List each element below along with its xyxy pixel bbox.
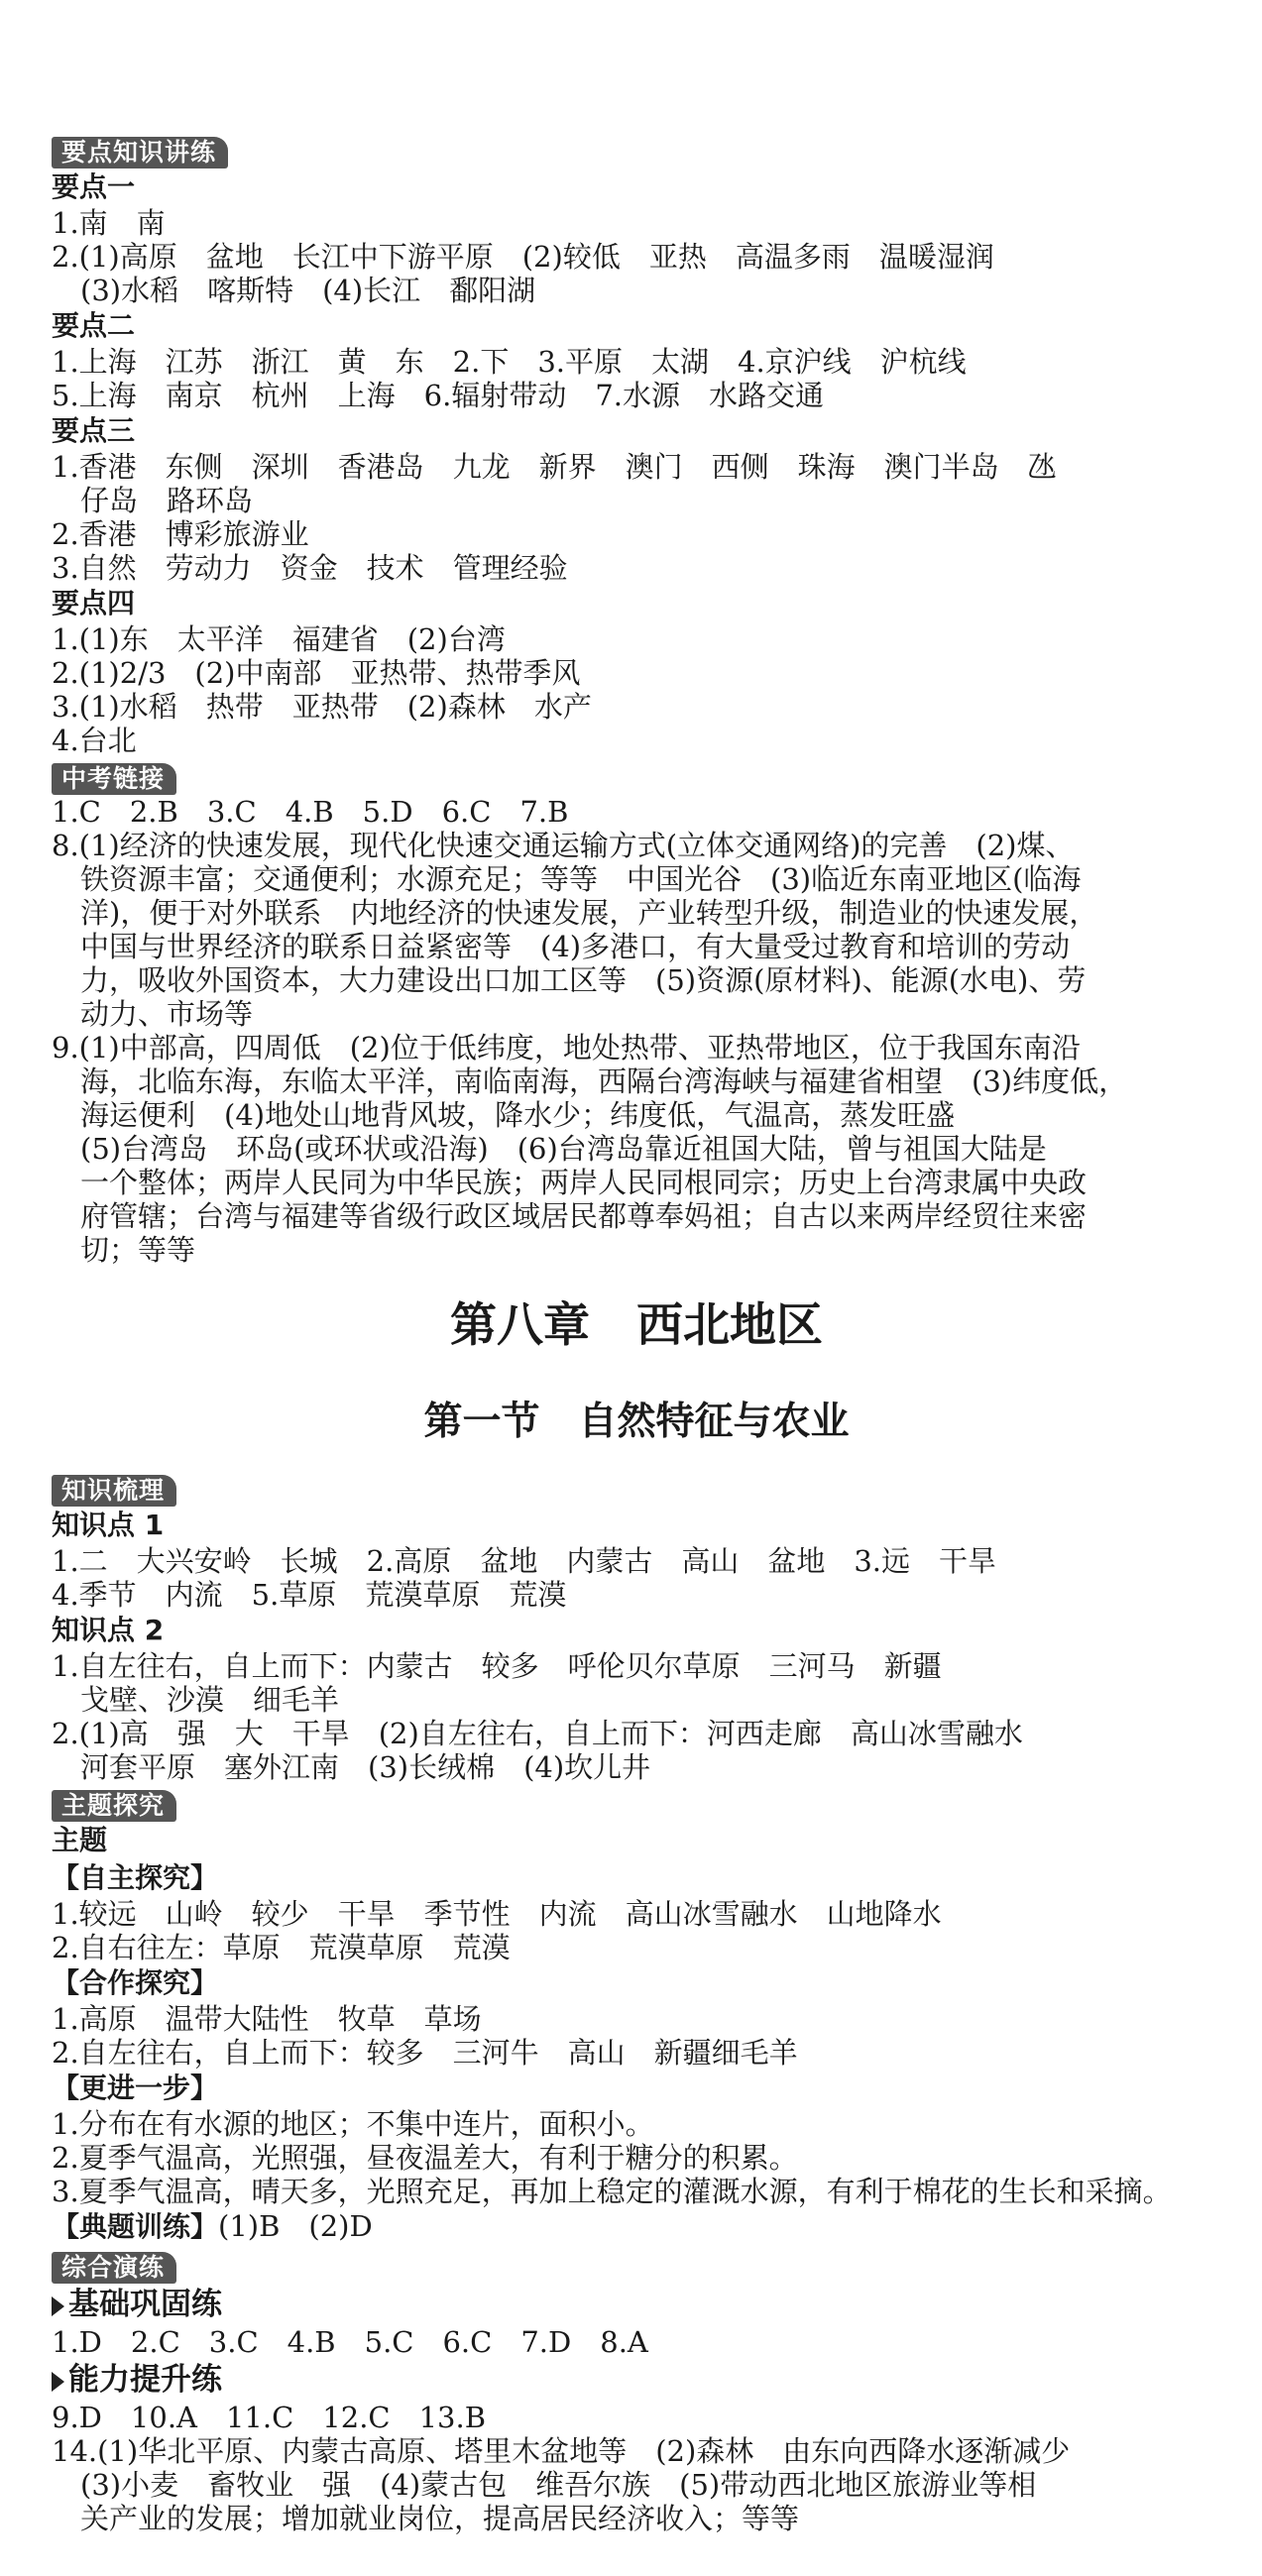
heading-cooperation: 【合作探究】	[52, 1966, 219, 1999]
answer-line: (3)小麦 畜牧业 强 (4)蒙古包 维吾尔族 (5)带动西北地区旅游业等相	[52, 2468, 1037, 2502]
section-badge-knowledge: 知识梳理	[52, 1475, 176, 1507]
answer-line: 8.(1)经济的快速发展，现代化快速交通运输方式(立体交通网络)的完善 (2)煤、	[52, 829, 1075, 862]
section-badge-comprehensive: 综合演练	[52, 2252, 176, 2284]
answer-line: 海，北临东海，东临太平洋，南临南海，西隔台湾海峡与福建省相望 (3)纬度低，	[52, 1064, 1128, 1098]
answer-line: 2.香港 博彩旅游业	[52, 517, 309, 551]
ability-practice-label: 能力提升练	[68, 2362, 222, 2398]
answer-line: 2.(1)高原 盆地 长江中下游平原 (2)较低 亚热 高温多雨 温暖湿润	[52, 240, 994, 274]
answer-line: (3)水稻 喀斯特 (4)长江 鄱阳湖	[52, 274, 536, 307]
answer-line: 4.季节 内流 5.草原 荒漠草原 荒漠	[52, 1578, 567, 1612]
answer-line: 中国与世界经济的联系日益紧密等 (4)多港口，有大量受过教育和培训的劳动	[52, 930, 1071, 963]
chapter-title: 第八章 西北地区	[450, 1298, 823, 1353]
answer-line: 仔岛 路环岛	[52, 484, 254, 517]
answer-line: 1.上海 江苏 浙江 黄 东 2.下 3.平原 太湖 4.京沪线 沪杭线	[52, 345, 967, 379]
answer-line: 1.高原 温带大陆性 牧草 草场	[52, 2002, 482, 2036]
answer-line: 5.上海 南京 杭州 上海 6.辐射带动 7.水源 水路交通	[52, 379, 825, 412]
answer-line: 3.自然 劳动力 资金 技术 管理经验	[52, 551, 568, 585]
answer-line: 1.C 2.B 3.C 4.B 5.D 6.C 7.B	[52, 795, 569, 829]
section-badge-topic: 主题探究	[52, 1790, 176, 1822]
answer-line: 铁资源丰富；交通便利；水源充足；等等 中国光谷 (3)临近东南亚地区(临海	[52, 862, 1082, 896]
answer-line: 1.南 南	[52, 206, 166, 240]
answer-line: 府管辖；台湾与福建等省级行政区域居民都尊奉妈祖；自古以来两岸经贸往来密	[52, 1199, 1088, 1233]
section-badge-key-points: 要点知识讲练	[52, 137, 228, 168]
answer-line: 洋)，便于对外联系 内地经济的快速发展，产业转型升级，制造业的快速发展，	[52, 896, 1098, 930]
heading-ability-practice	[52, 2359, 1221, 2401]
heading-self-study: 【自主探究】	[52, 1861, 219, 1894]
heading-point-1: 要点一	[52, 170, 136, 203]
heading-typical-training: 【典题训练】	[52, 2210, 219, 2243]
answer-line: 14.(1)华北平原、内蒙古高原、塔里木盆地等 (2)森林 由东向西降水逐渐减少	[52, 2434, 1071, 2468]
answer-line: 1.(1)东 太平洋 福建省 (2)台湾	[52, 622, 506, 656]
answer-line: 4.台北	[52, 724, 137, 757]
answer-line: 1.二 大兴安岭 长城 2.高原 盆地 内蒙古 高山 盆地 3.远 干旱	[52, 1544, 997, 1578]
heading-topic: 主题	[52, 1824, 108, 1856]
heading-basic-practice	[52, 2284, 1221, 2325]
answer-line: 动力、市场等	[52, 997, 254, 1031]
answer-line: 2.自左往右，自上而下：较多 三河牛 高山 新疆细毛羊	[52, 2036, 798, 2070]
answer-line: 海运便利 (4)地处山地背风坡，降水少；纬度低，气温高，蒸发旺盛	[52, 1098, 956, 1132]
section-badge-exam-link: 中考链接	[52, 763, 176, 795]
triangle-icon	[52, 2372, 64, 2392]
answer-line: 9.D 10.A 11.C 12.C 13.B	[52, 2401, 487, 2434]
answer-line: 2.夏季气温高，光照强，昼夜温差大，有利于糖分的积累。	[52, 2141, 798, 2175]
answer-page	[52, 131, 1221, 2535]
answer-line: 一个整体；两岸人民同为中华民族；两岸人民同根同宗；历史上台湾隶属中央政	[52, 1166, 1088, 1199]
triangle-icon	[52, 2296, 64, 2316]
answer-line: 力，吸收外国资本，大力建设出口加工区等 (5)资源(原材料)、能源(水电)、劳	[52, 963, 1087, 997]
answer-line: 3.夏季气温高，晴天多，光照充足，再加上稳定的灌溉水源，有利于棉花的生长和采摘。	[52, 2175, 1172, 2208]
answer-line: 2.(1)高 强 大 干旱 (2)自左往右，自上而下：河西走廊 高山冰雪融水	[52, 1717, 1023, 1750]
answer-line: 戈壁、沙漠 细毛羊	[52, 1683, 340, 1717]
answer-line: 1.香港 东侧 深圳 香港岛 九龙 新界 澳门 西侧 珠海 澳门半岛 氹	[52, 450, 1057, 484]
answer-line: 1.自左往右，自上而下：内蒙古 较多 呼伦贝尔草原 三河马 新疆	[52, 1649, 942, 1683]
answer-line: 切；等等	[52, 1233, 196, 1267]
answer-line: 2.(1)2/3 (2)中南部 亚热带、热带季风	[52, 656, 581, 690]
heading-knowledge-1: 知识点 1	[52, 1509, 165, 1541]
basic-practice-label: 基础巩固练	[68, 2287, 222, 2322]
typical-training-answer: (1)B (2)D	[218, 2209, 373, 2243]
answer-line: 9.(1)中部高，四周低 (2)位于低纬度，地处热带、亚热带地区，位于我国东南沿	[52, 1031, 1081, 1064]
heading-further: 【更进一步】	[52, 2072, 219, 2104]
answer-line: 关产业的发展；增加就业岗位，提高居民经济收入；等等	[52, 2502, 800, 2535]
answer-line: 1.较远 山岭 较少 干旱 季节性 内流 高山冰雪融水 山地降水	[52, 1897, 942, 1931]
section-title: 第一节 自然特征与农业	[423, 1400, 850, 1444]
heading-point-2: 要点二	[52, 309, 136, 342]
typical-training-line	[52, 2208, 1221, 2246]
answer-line: (5)台湾岛 环岛(或环状或沿海) (6)台湾岛靠近祖国大陆，曾与祖国大陆是	[52, 1132, 1047, 1166]
answer-line: 2.自右往左：草原 荒漠草原 荒漠	[52, 1931, 511, 1964]
heading-point-3: 要点三	[52, 414, 136, 447]
answer-line: 1.分布在有水源的地区；不集中连片，面积小。	[52, 2107, 654, 2141]
answer-line: 3.(1)水稻 热带 亚热带 (2)森林 水产	[52, 690, 592, 724]
heading-point-4: 要点四	[52, 587, 136, 619]
answer-line: 1.D 2.C 3.C 4.B 5.C 6.C 7.D 8.A	[52, 2325, 648, 2359]
answer-line: 河套平原 塞外江南 (3)长绒棉 (4)坎儿井	[52, 1750, 651, 1784]
heading-knowledge-2: 知识点 2	[52, 1614, 165, 1646]
